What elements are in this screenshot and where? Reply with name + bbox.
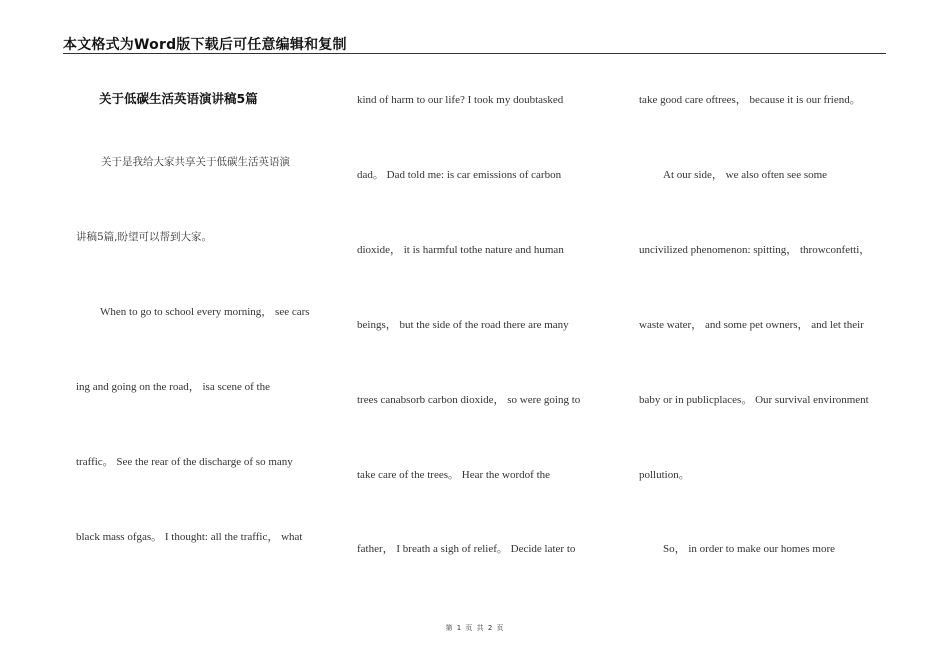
col3-line-3: uncivilized phenomenon: spitting， throwconfetti， xyxy=(639,244,871,256)
header-divider xyxy=(63,53,886,54)
col3-line-4: waste water， and some pet owners， and let their xyxy=(639,319,864,331)
col3-line-2: At our side， we also often see some xyxy=(663,169,828,181)
col3-line-5: baby or in publicplaces。 Our survival environment xyxy=(639,394,869,406)
document-title: 关于低碳生活英语演讲稿5篇 xyxy=(99,91,258,106)
col3-line-7: So， in order to make our homes more xyxy=(663,543,835,555)
col2-line-5: trees canabsorb carbon dioxide， so were going to xyxy=(357,394,581,406)
col1-line-4: ing and going on the road， isa scene of the xyxy=(76,381,270,393)
col2-line-1: kind of harm to our life? I took my doubtasked xyxy=(357,94,564,106)
col3-line-1: take good care oftrees， because it is our friend。 xyxy=(639,94,861,106)
col1-line-3: When to go to school every morning， see cars xyxy=(100,306,310,318)
col1-line-2: 讲稿5篇,盼望可以帮到大家。 xyxy=(76,231,213,243)
col3-line-6: pollution。 xyxy=(639,469,690,481)
col2-line-4: beings， but the side of the road there are many xyxy=(357,319,569,331)
col2-line-2: dad。 Dad told me: is car emissions of carbon xyxy=(357,169,562,181)
col2-line-6: take care of the trees。 Hear the wordof the xyxy=(357,469,551,481)
col1-line-1: 关于是我给大家共享关于低碳生活英语演 xyxy=(101,156,290,168)
col1-line-6: black mass ofgas。 I thought: all the traffic， what xyxy=(76,531,303,543)
page-header: 本文格式为Word版下载后可任意编辑和复制 xyxy=(63,37,347,53)
page-footer: 第 1 页 共 2 页 xyxy=(445,624,505,632)
col2-line-3: dioxide， it is harmful tothe nature and human xyxy=(357,244,564,256)
col1-line-5: traffic。 See the rear of the discharge of so many xyxy=(76,456,293,468)
col2-line-7: father， I breath a sigh of relief。 Decide later to xyxy=(357,543,576,555)
